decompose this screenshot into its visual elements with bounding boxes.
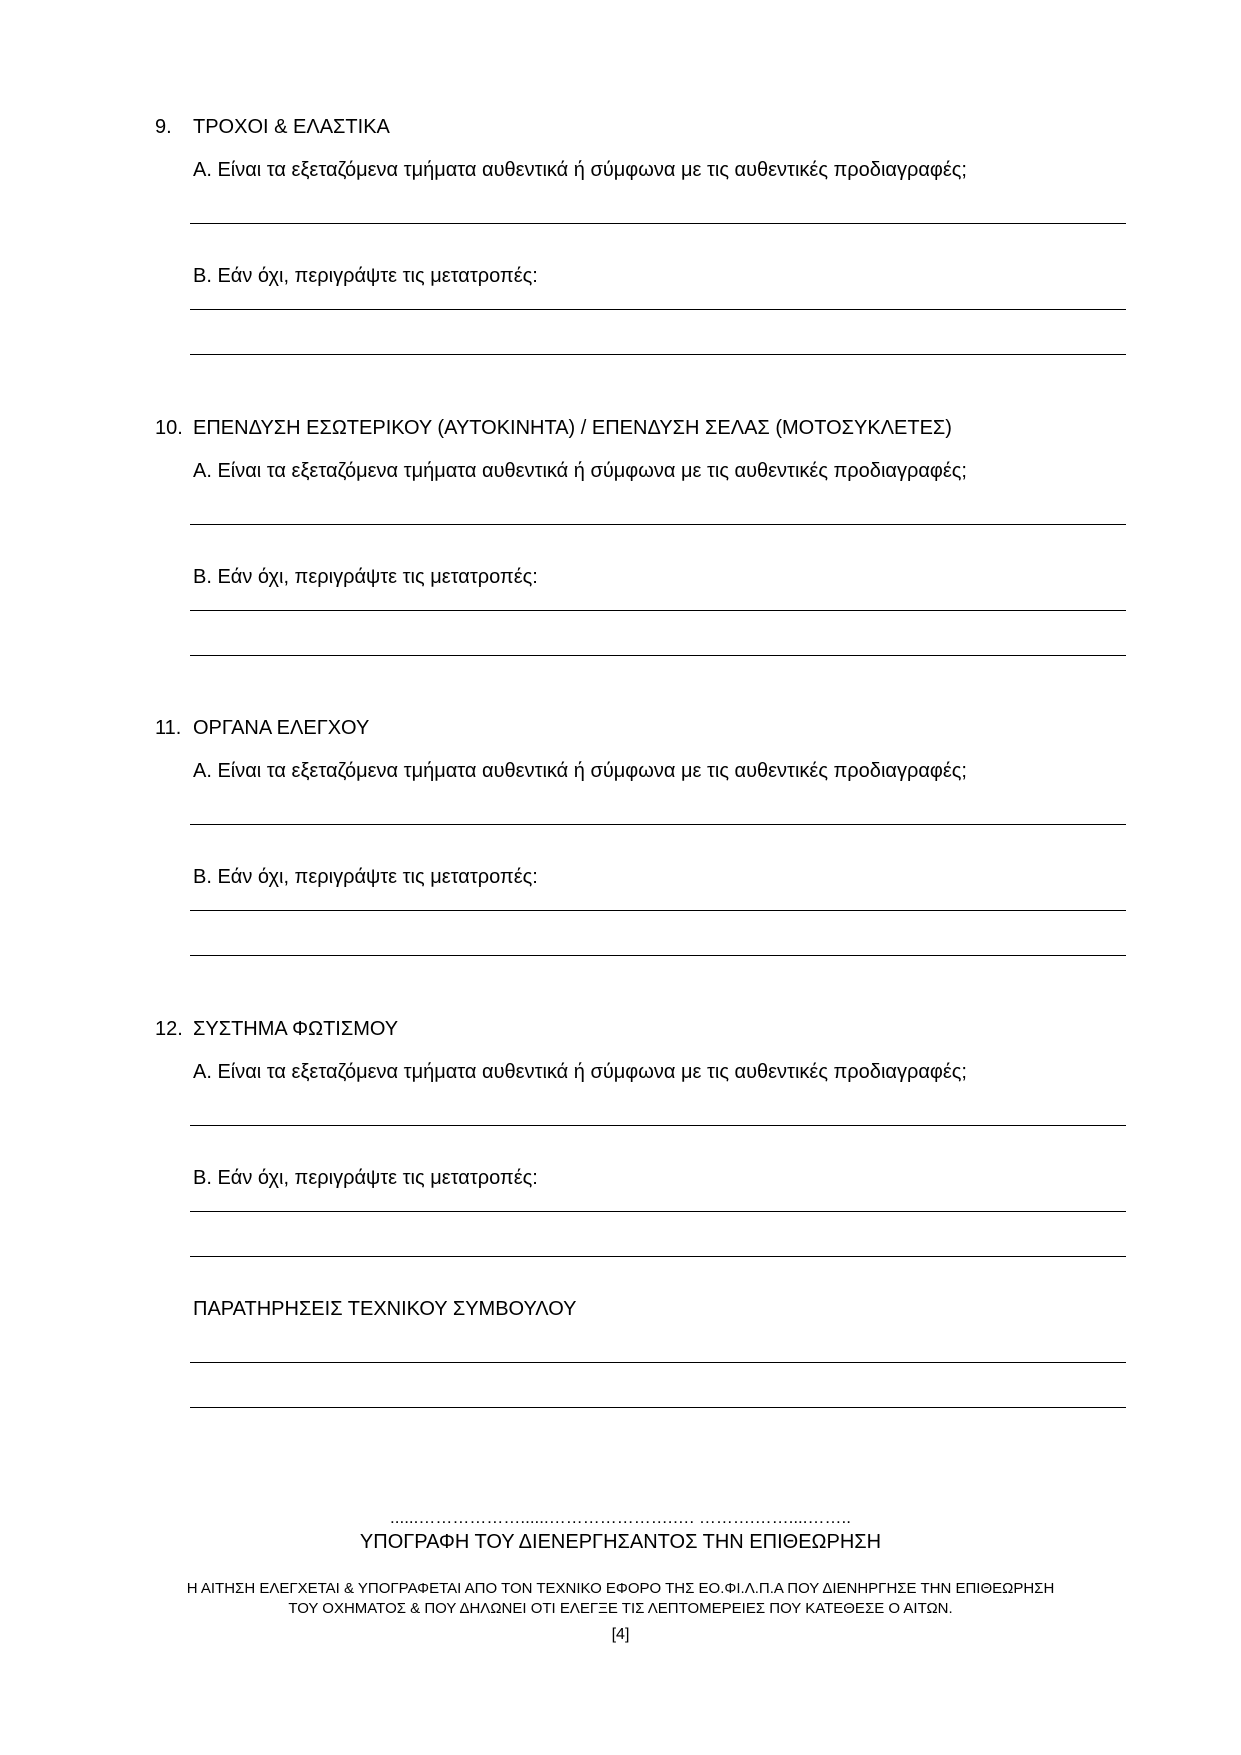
section-10-question-b: Β. Εάν όχι, περιγράψτε τις μετατροπές: [193, 566, 538, 588]
section-10-answer-b-line-2[interactable] [190, 655, 1126, 656]
section-10-question-a: Α. Είναι τα εξεταζόμενα τμήματα αυθεντικά ή σύμφωνα με τις αυθεντικές προδιαγραφές; [193, 460, 967, 482]
section-11-question-a: Α. Είναι τα εξεταζόμενα τμήματα αυθεντικά ή σύμφωνα με τις αυθεντικές προδιαγραφές; [193, 760, 967, 782]
section-9-number: 9. [155, 116, 172, 138]
section-9-question-a: Α. Είναι τα εξεταζόμενα τμήματα αυθεντικά ή σύμφωνα με τις αυθεντικές προδιαγραφές; [193, 159, 967, 181]
section-12-answer-a-line[interactable] [190, 1125, 1126, 1126]
section-12-title: ΣΥΣΤΗΜΑ ΦΩΤΙΣΜΟΥ [193, 1018, 399, 1040]
section-12-number: 12. [155, 1018, 183, 1040]
remarks-title: ΠΑΡΑΤΗΡΗΣΕΙΣ ΤΕΧΝΙΚΟΥ ΣΥΜΒΟΥΛΟΥ [193, 1298, 577, 1320]
signature-dots[interactable]: ......………………......………………….…. ……….……....…….. [390, 1508, 851, 1527]
footer-line-1: Η ΑΙΤΗΣΗ ΕΛΕΓΧΕΤΑΙ & ΥΠΟΓΡΑΦΕΤΑΙ ΑΠΟ ΤΟΝ ΤΕΧΝΙΚΟ ΕΦΟΡΟ ΤΗΣ ΕΟ.ΦΙ.Λ.Π.Α ΠΟΥ ΔΙΕΝΗΡΓΗΣΕ ΤΗΝ ΕΠΙΘΕΩΡΗΣΗ [186, 1580, 1055, 1597]
section-11-number: 11. [155, 717, 182, 739]
section-9-title: ΤΡΟΧΟΙ & ΕΛΑΣΤΙΚΑ [193, 116, 390, 138]
section-11-answer-b-line-2[interactable] [190, 955, 1126, 956]
section-9-question-b: Β. Εάν όχι, περιγράψτε τις μετατροπές: [193, 265, 538, 287]
section-11-answer-b-line-1[interactable] [190, 910, 1126, 911]
section-12-answer-b-line-2[interactable] [190, 1256, 1126, 1257]
section-11-answer-a-line[interactable] [190, 824, 1126, 825]
section-9-answer-a-line[interactable] [190, 223, 1126, 224]
section-10-number: 10. [155, 417, 183, 439]
section-12-answer-b-line-1[interactable] [190, 1211, 1126, 1212]
section-12-question-b: Β. Εάν όχι, περιγράψτε τις μετατροπές: [193, 1167, 538, 1189]
section-10-answer-a-line[interactable] [190, 524, 1126, 525]
section-11-question-b: Β. Εάν όχι, περιγράψτε τις μετατροπές: [193, 866, 538, 888]
remarks-line-1[interactable] [190, 1362, 1126, 1363]
footer-line-2: ΤΟΥ ΟΧΗΜΑΤΟΣ & ΠΟΥ ΔΗΛΩΝΕΙ ΟΤΙ ΕΛΕΓΞΕ ΤΙΣ ΛΕΠΤΟΜΕΡΕΙΕΣ ΠΟΥ ΚΑΤΕΘΕΣΕ Ο ΑΙΤΩΝ. [288, 1600, 953, 1617]
section-12-question-a: Α. Είναι τα εξεταζόμενα τμήματα αυθεντικά ή σύμφωνα με τις αυθεντικές προδιαγραφές; [193, 1061, 967, 1083]
signature-label: ΥΠΟΓΡΑΦΗ ΤΟΥ ΔΙΕΝΕΡΓΗΣΑΝΤΟΣ ΤΗΝ ΕΠΙΘΕΩΡΗΣΗ [359, 1531, 882, 1553]
section-11-title: ΟΡΓΑΝΑ ΕΛΕΓΧΟΥ [193, 717, 370, 739]
section-10-title: ΕΠΕΝΔΥΣΗ ΕΣΩΤΕΡΙΚΟΥ (ΑΥΤΟΚΙΝΗΤΑ) / ΕΠΕΝΔΥΣΗ ΣΕΛΑΣ (ΜΟΤΟΣΥΚΛΕΤΕΣ) [193, 417, 952, 439]
remarks-line-2[interactable] [190, 1407, 1126, 1408]
section-9-answer-b-line-2[interactable] [190, 354, 1126, 355]
page-number: [4] [611, 1626, 630, 1643]
section-10-answer-b-line-1[interactable] [190, 610, 1126, 611]
section-9-answer-b-line-1[interactable] [190, 309, 1126, 310]
